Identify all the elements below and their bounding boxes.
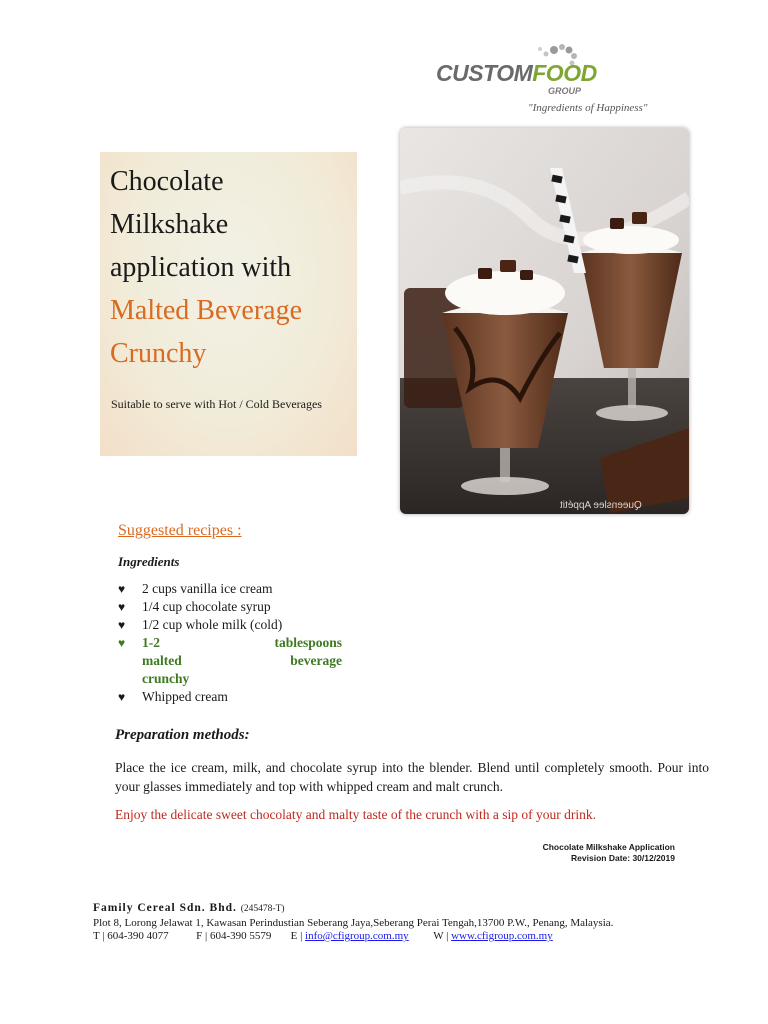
ingredient-text: 1-2 tablespoons malted beverage crunchy <box>142 635 342 686</box>
list-item <box>118 688 342 706</box>
email-link[interactable]: info@cfigroup.com.my <box>305 930 409 942</box>
logo-brand-group: GROUP <box>548 86 582 96</box>
photo-watermark: Queenslee Appétit <box>560 500 642 511</box>
title-line-3: application with <box>110 252 292 283</box>
fax: F | 604-390 5579 <box>196 930 272 942</box>
suggested-recipes-heading: Suggested recipes : <box>118 522 242 539</box>
web-label: W | <box>433 930 452 942</box>
company-contacts <box>93 930 553 942</box>
heart-bullet-icon: ♥ <box>118 600 126 614</box>
tel: T | 604-390 4077 <box>93 930 169 942</box>
company-address: Plot 8, Lorong Jelawat 1, Kawasan Perindustian Seberang Jaya,Seberang Perai Tengah,13700 P.W., Penang, Malaysia. <box>93 917 614 929</box>
ingredient-text: 2 cups vanilla ice cream <box>142 581 273 596</box>
title-line-2: Milkshake <box>110 209 229 240</box>
title-line-5: Crunchy <box>110 338 207 369</box>
list-item <box>118 580 342 598</box>
milkshake-illustration <box>400 128 689 514</box>
application-title: Chocolate Milkshake Application <box>542 842 675 852</box>
title-subtitle: Suitable to serve with Hot / Cold Beverages <box>111 397 322 411</box>
company-logo <box>436 42 666 122</box>
logo-brand-food: FOOD <box>532 60 597 86</box>
logo-brand <box>436 60 597 87</box>
title-line-1: Chocolate <box>110 166 224 197</box>
logo-tagline: "Ingredients of Happiness" <box>528 102 648 114</box>
preparation-text: Place the ice cream, milk, and chocolate syrup into the blender. Blend until completely smooth. Pour into your glasses immediately and top with whipped cream and malt crunch. <box>115 760 709 794</box>
list-item <box>118 598 342 616</box>
ingredient-text: Whipped cream <box>142 689 228 704</box>
heart-bullet-icon: ♥ <box>118 582 126 596</box>
heart-bullet-icon: ♥ <box>118 636 126 650</box>
ingredient-text: 1/2 cup whole milk (cold) <box>142 617 283 632</box>
logo-brand-custom: CUSTOM <box>436 60 533 86</box>
title-black-block <box>100 160 291 289</box>
company-name-text: Family Cereal Sdn. Bhd. <box>93 902 237 914</box>
web-link[interactable]: www.cfigroup.com.my <box>451 930 553 942</box>
ingredients-heading: Ingredients <box>118 554 180 569</box>
ingredient-list <box>118 580 342 706</box>
title-line-4: Malted Beverage <box>110 295 303 326</box>
heart-bullet-icon: ♥ <box>118 690 126 704</box>
enjoy-text: Enjoy the delicate sweet chocolaty and malty taste of the crunch with a sip of your drink. <box>115 807 596 822</box>
title-box <box>100 152 357 456</box>
list-item <box>118 616 342 634</box>
email-label: E | <box>290 930 306 942</box>
heart-bullet-icon: ♥ <box>118 618 126 632</box>
ingredient-text: 1/4 cup chocolate syrup <box>142 599 271 614</box>
milkshake-photo <box>400 128 689 514</box>
revision-date: Revision Date: 30/12/2019 <box>571 853 675 863</box>
title-orange-block <box>100 289 302 375</box>
company-name <box>93 902 285 914</box>
preparation-heading: Preparation methods: <box>115 727 250 743</box>
company-reg-no: (245478-T) <box>240 904 285 914</box>
list-item <box>118 634 342 688</box>
